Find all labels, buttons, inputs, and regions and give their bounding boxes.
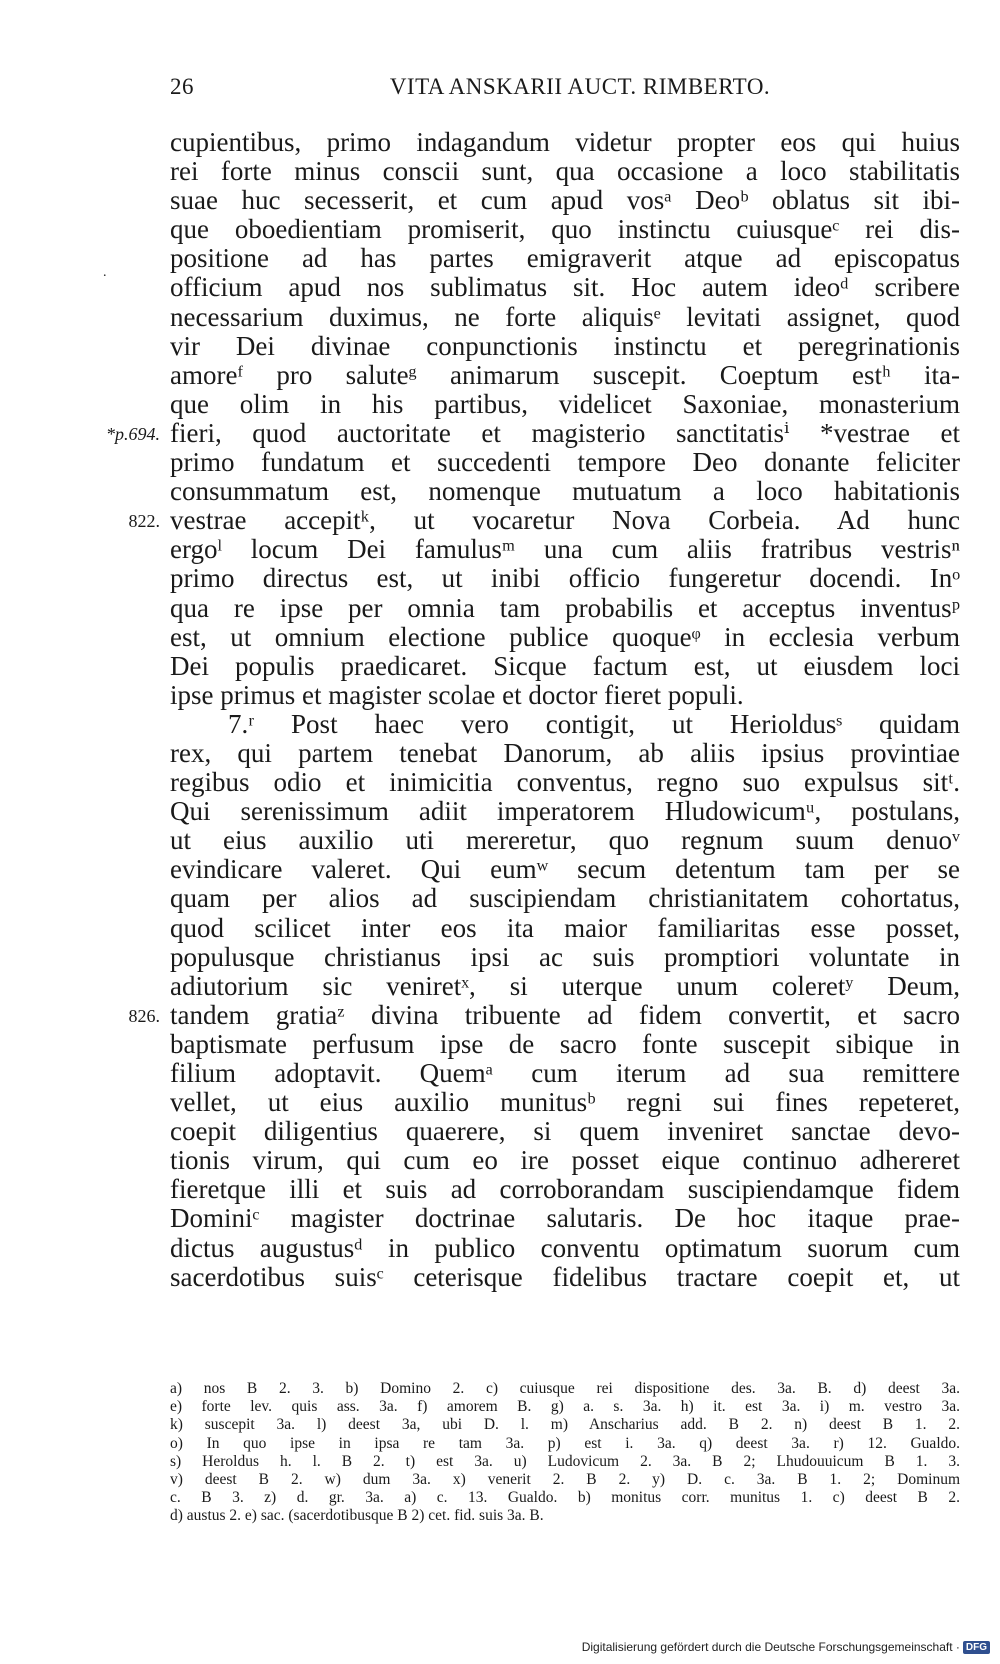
- footnotes: [170, 1380, 960, 1526]
- text-line: vestrae accepitᵏ, ut vocaretur Nova Corbeia. Ad hunc: [170, 505, 960, 536]
- text-line: vellet, ut eius auxilio munitusᵇ regni sui fines repeteret,: [170, 1087, 960, 1118]
- text-line: evindicare valeret. Qui eumʷ secum detentum tam per se: [170, 854, 960, 885]
- text-line: adiutorium sic veniretˣ, si uterque unum coleretʸ Deum,: [170, 970, 960, 1001]
- margin-page-reference: *p.694.: [106, 423, 160, 444]
- text-line: quod scilicet inter eos ita maior familiaritas esse posset,: [170, 912, 960, 943]
- text-line: regibus odio et inimicitia conventus, regno suo expulsus sitᵗ.: [170, 767, 960, 798]
- text-line: baptismate perfusum ipse de sacro fonte suscepit sibique in: [170, 1028, 960, 1059]
- dfg-logo-icon: DFG: [963, 1641, 990, 1654]
- margin-year-826: 826.: [128, 1005, 160, 1026]
- text-line: amoreᶠ pro saluteᵍ animarum suscepit. Coeptum estʰ ita-: [170, 359, 960, 390]
- margin-year-822: 822.: [128, 511, 160, 532]
- text-line: necessarium duximus, ne forte aliquisᵉ levitati assignet, quod: [170, 301, 960, 332]
- text-line: que oboedientiam promiserit, quo instinctu cuiusqueᶜ rei dis-: [170, 214, 960, 245]
- text-line: positione ad has partes emigraverit atque ad episcopatus: [170, 243, 960, 274]
- margin-dot: .: [103, 265, 107, 280]
- footnote-line: s) Heroldus h. l. B 2. t) est 3a. u) Ludovicum 2. 3a. B 2; Lhudouuicum B 1. 3.: [170, 1452, 960, 1470]
- text-line: Qui serenissimum adiit imperatorem Hludowicumᵘ, postulans,: [170, 796, 960, 827]
- text-line: est, ut omnium electione publice quoqueᵠ in ecclesia verbum: [170, 621, 960, 652]
- text-line: fieretque illi et suis ad corroborandam suscipiendamque fidem: [170, 1174, 960, 1205]
- footnote-line: c. B 3. z) d. gr. 3a. a) c. 13. Gualdo. b) monitus corr. munitus 1. c) deest B 2.: [170, 1489, 960, 1507]
- text-line: rex, qui partem tenebat Danorum, ab aliis ipsius provintiae: [170, 737, 960, 768]
- text-line: primo directus est, ut inibi officio fungeretur docendi. Inᵒ: [170, 563, 960, 594]
- footnote-line: e) forte lev. quis ass. 3a. f) amorem B. g) a. s. 3a. h) it. est 3a. i) m. vestro 3a.: [170, 1398, 960, 1416]
- text-line: populusque christianus ipsi ac suis promptiori voluntate in: [170, 941, 960, 972]
- footnote-line: d) austus 2. e) sac. (sacerdotibusque B 2) cet. fid. suis 3a. B.: [170, 1507, 544, 1525]
- footnote-line: o) In quo ipse in ipsa re tam 3a. p) est i. 3a. q) deest 3a. r) 12. Gualdo.: [170, 1434, 960, 1452]
- text-line: officium apud nos sublimatus sit. Hoc autem ideoᵈ scribere: [170, 272, 960, 303]
- text-line: tandem gratiaᶻ divina tribuente ad fidem convertit, et sacro: [170, 999, 960, 1030]
- footnote-line: a) nos B 2. 3. b) Domino 2. c) cuiusque rei dispositione des. 3a. B. d) deest 3a.: [170, 1380, 960, 1397]
- text-line: suae huc secesserit, et cum apud vosᵃ Deoᵇ oblatus sit ibi-: [170, 185, 960, 216]
- text-line: consummatum est, nomenque mutuatum a loco habitationis: [170, 476, 960, 507]
- footnote-line: k) suscepit 3a. l) deest 3a, ubi D. l. m) Anscharius add. B 2. n) deest B 1. 2.: [170, 1416, 960, 1434]
- text-line: cupientibus, primo indagandum videtur propter eos qui huius: [170, 127, 960, 157]
- text-line: ut eius auxilio uti mereretur, quo regnum suum denuoᵛ: [170, 825, 960, 856]
- footnote-line: v) deest B 2. w) dum 3a. x) venerit 2. B 2. y) D. c. 3a. B 1. 2; Dominum: [170, 1471, 960, 1489]
- text-line: que olim in his partibus, videlicet Saxoniae, monasterium: [170, 388, 960, 419]
- text-line: fieri, quod auctoritate et magisterio sanctitatisⁱ *vestrae et: [170, 417, 960, 448]
- chapter-start-line: 7.ʳ Post haec vero contigit, ut Herioldusˢ quidam: [228, 708, 960, 739]
- text-line: Dominiᶜ magister doctrinae salutaris. De hoc itaque prae-: [170, 1203, 960, 1234]
- text-line: vir Dei divinae conpunctionis instinctu et peregrinationis: [170, 330, 960, 361]
- page-number: 26: [170, 74, 194, 99]
- text-line: coepit diligentius quaerere, si quem inveniret sanctae devo-: [170, 1116, 960, 1147]
- digitization-text: Digitalisierung gefördert durch die Deutsche Forschungsgemeinschaft ·: [581, 1640, 960, 1654]
- text-line: rei forte minus conscii sunt, qua occasione a loco stabilitatis: [170, 156, 960, 187]
- text-line: tionis virum, qui cum eo ire posset eique continuo adhereret: [170, 1145, 960, 1176]
- text-line: ipse primus et magister scolae et doctor fieret populi.: [170, 679, 744, 710]
- page-title: VITA ANSKARII AUCT. RIMBERTO.: [389, 74, 771, 99]
- digitization-credit: [582, 1640, 990, 1654]
- text-line: dictus augustusᵈ in publico conventu optimatum suorum cum: [170, 1232, 960, 1263]
- text-line: ergoˡ locum Dei famulusᵐ una cum aliis fratribus vestrisⁿ: [170, 534, 960, 565]
- text-line: primo fundatum et succedenti tempore Deo donante feliciter: [170, 447, 960, 478]
- text-line: filium adoptavit. Quemᵃ cum iterum ad sua remittere: [170, 1058, 960, 1088]
- text-line: sacerdotibus suisᶜ ceterisque fidelibus tractare coepit et, ut: [170, 1261, 960, 1292]
- text-line: quam per alios ad suscipiendam christianitatem cohortatus,: [170, 883, 960, 914]
- text-line: qua re ipse per omnia tam probabilis et acceptus inventusᵖ: [170, 592, 960, 623]
- text-line: Dei populis praedicaret. Sicque factum est, ut eiusdem loci: [170, 650, 960, 681]
- main-text: [106, 127, 960, 1292]
